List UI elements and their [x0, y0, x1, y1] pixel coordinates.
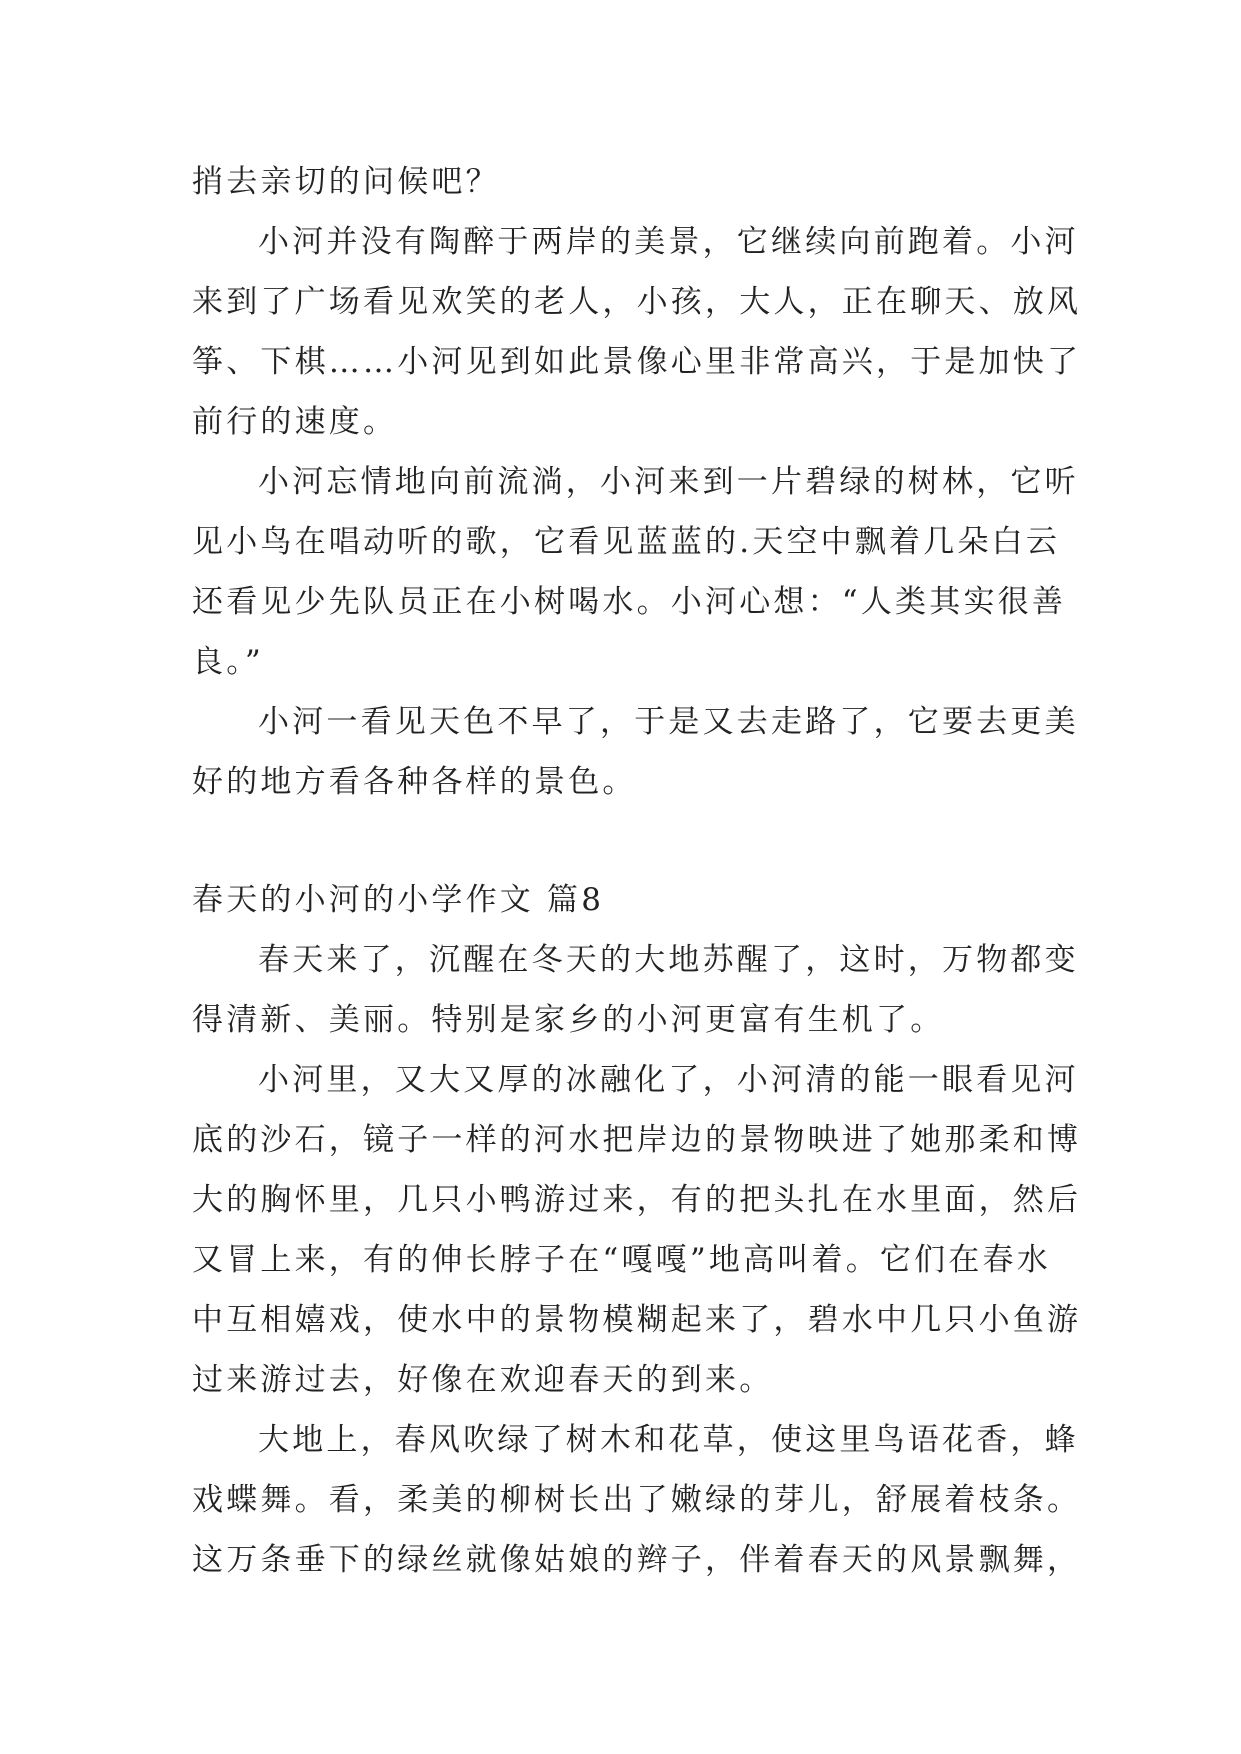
text-line: 前行的速度。	[192, 404, 398, 440]
text-line: 小河一看见天色不早了，于是又去走路了，它要去更美	[258, 704, 1079, 740]
text-line: 大地上，春风吹绿了树木和花草，使这里鸟语花香，蜂	[258, 1422, 1079, 1458]
text-line: 筝、下棋……小河见到如此景像心里非常高兴，于是加快了	[192, 344, 1082, 380]
text-line: 中互相嬉戏，使水中的景物模糊起来了，碧水中几只小鱼游	[192, 1302, 1082, 1338]
section-heading: 春天的小河的小学作文 篇8	[192, 882, 605, 918]
text-line: 见小鸟在唱动听的歌，它看见蓝蓝的.天空中飘着几朵白云	[192, 524, 1061, 560]
text-line: 这万条垂下的绿丝就像姑娘的辫子，伴着春天的风景飘舞，	[192, 1542, 1082, 1578]
text-line: 小河忘情地向前流淌，小河来到一片碧绿的树林，它听	[258, 464, 1079, 500]
text-line: 得清新、美丽。特别是家乡的小河更富有生机了。	[192, 1002, 945, 1038]
text-line: 大的胸怀里，几只小鸭游过来，有的把头扎在水里面，然后	[192, 1182, 1082, 1218]
text-line: 小河并没有陶醉于两岸的美景，它继续向前跑着。小河	[258, 224, 1079, 260]
text-line: 春天来了，沉醒在冬天的大地苏醒了，这时，万物都变	[258, 942, 1079, 978]
text-line: 捎去亲切的问候吧？	[192, 164, 500, 200]
text-line: 好的地方看各种各样的景色。	[192, 764, 637, 800]
document-page	[192, 152, 1082, 1590]
text-line: 来到了广场看见欢笑的老人，小孩，大人，正在聊天、放风	[192, 284, 1082, 320]
text-line: 小河里，又大又厚的冰融化了，小河清的能一眼看见河	[258, 1062, 1079, 1098]
text-line: 还看见少先队员正在小树喝水。小河心想：“人类其实很善	[192, 584, 1067, 620]
text-line: 良。”	[192, 644, 264, 680]
text-line: 又冒上来，有的伸长脖子在“嘎嘎”地高叫着。它们在春水	[192, 1242, 1051, 1278]
text-line: 底的沙石，镜子一样的河水把岸边的景物映进了她那柔和博	[192, 1122, 1082, 1158]
text-line: 戏蝶舞。看，柔美的柳树长出了嫩绿的芽儿，舒展着枝条。	[192, 1482, 1082, 1518]
text-line: 过来游过去，好像在欢迎春天的到来。	[192, 1362, 774, 1398]
